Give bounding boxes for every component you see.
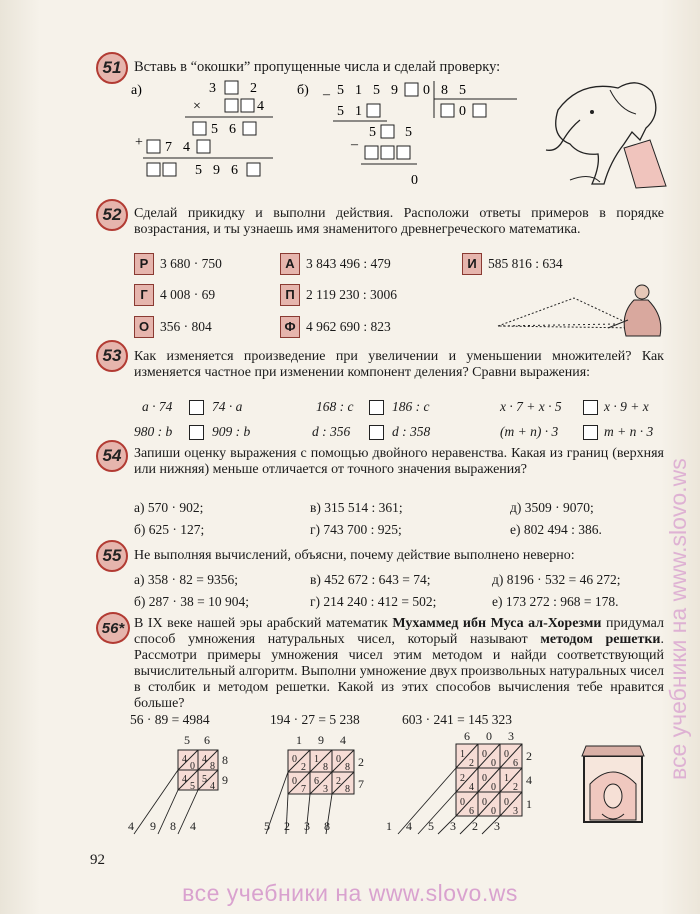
svg-text:6: 6 bbox=[464, 730, 470, 743]
minus-sign: – bbox=[351, 137, 358, 152]
compare-box bbox=[189, 425, 204, 440]
blank-box bbox=[163, 163, 176, 176]
svg-text:8: 8 bbox=[345, 762, 350, 773]
lattice-diagrams bbox=[118, 730, 558, 836]
expression: 2 119 230 : 3006 bbox=[306, 287, 397, 302]
digit: 0 bbox=[423, 83, 430, 98]
svg-text:6: 6 bbox=[314, 776, 319, 787]
digit: 7 bbox=[165, 140, 172, 155]
blank-box bbox=[473, 104, 486, 117]
svg-text:все учебники на www.slovo.ws: все учебники на www.slovo.ws bbox=[665, 458, 691, 780]
svg-text:2: 2 bbox=[336, 776, 341, 787]
letter-label: А bbox=[280, 253, 300, 275]
expression: 3 680 · 750 bbox=[160, 256, 222, 271]
lattice-example-3: 603 · 241 = 145 323 bbox=[402, 712, 512, 727]
exercise-51-badge bbox=[96, 52, 128, 84]
digit: 1 bbox=[355, 104, 362, 119]
blank-box bbox=[365, 146, 378, 159]
exercise-54-badge bbox=[96, 440, 128, 472]
svg-text:1: 1 bbox=[460, 749, 465, 760]
digit: 0 bbox=[411, 173, 418, 188]
exercise-number: 56* bbox=[101, 619, 125, 637]
svg-text:1: 1 bbox=[386, 819, 392, 833]
blank-box bbox=[193, 122, 206, 135]
compare-row-1: a · 74 74 · a 168 : c 186 : c x · 7 + x · 5 x · 9 + x bbox=[142, 399, 649, 414]
exercise-56-badge bbox=[96, 612, 130, 644]
svg-text:0: 0 bbox=[491, 782, 496, 793]
text-part: . Рассмотри примеры умножения чисел этим методом и найди соответствующий вычислительный алгоритм. Выполни умножение двух произвольных натуральных чисел в столбик и методом решетки. Какой из этих способов вычисления тебе нравится больше? bbox=[134, 632, 664, 711]
multiply-sign: × bbox=[193, 99, 201, 114]
ex54-item: д) 3509 · 9070; bbox=[510, 500, 594, 515]
svg-text:4: 4 bbox=[526, 773, 532, 787]
blank-box bbox=[405, 83, 418, 96]
svg-text:0: 0 bbox=[482, 797, 487, 808]
blank-box bbox=[247, 163, 260, 176]
svg-text:3: 3 bbox=[494, 819, 500, 833]
svg-text:8: 8 bbox=[170, 819, 176, 833]
expression: 4 008 · 69 bbox=[160, 287, 216, 302]
archimedes-illustration bbox=[488, 280, 673, 345]
ex55-item: в) 452 672 : 643 = 74; bbox=[310, 572, 431, 587]
ex52-item bbox=[280, 253, 391, 275]
svg-text:6: 6 bbox=[204, 733, 210, 747]
exercise-53-text: Как изменяется произведение при увеличении и уменьшении множителей? Как изменяется частное при изменении компонент деления? Сравни выражения: bbox=[134, 349, 664, 380]
digit: 5 bbox=[459, 83, 466, 98]
digit: 5 bbox=[211, 122, 218, 137]
ex55-item: д) 8196 · 532 = 46 272; bbox=[492, 572, 621, 587]
svg-text:8: 8 bbox=[323, 762, 328, 773]
svg-text:2: 2 bbox=[301, 762, 306, 773]
svg-text:2: 2 bbox=[358, 755, 364, 769]
svg-text:0: 0 bbox=[292, 776, 297, 787]
letter-label: Г bbox=[134, 284, 154, 306]
ex55-item: б) 287 · 38 = 10 904; bbox=[134, 594, 249, 609]
svg-text:5: 5 bbox=[202, 774, 207, 785]
svg-text:6: 6 bbox=[469, 806, 474, 817]
svg-text:7: 7 bbox=[301, 784, 306, 795]
svg-text:2: 2 bbox=[513, 782, 518, 793]
expression: 356 · 804 bbox=[160, 319, 212, 334]
elephant-illustration bbox=[540, 70, 672, 190]
compare-box bbox=[369, 425, 384, 440]
exercise-number: 55 bbox=[102, 546, 122, 565]
exercise-52-badge bbox=[96, 199, 128, 231]
exercise-54-text: Запиши оценку выражения с помощью двойного неравенства. Какая из границ (верхняя или нижняя) меньше отличается от точного значения выражения? bbox=[134, 446, 664, 477]
digit: 5 bbox=[373, 83, 380, 98]
ex54-item: е) 802 494 : 386. bbox=[510, 522, 602, 537]
khwarizmi-portrait bbox=[580, 740, 646, 826]
digit: 5 bbox=[337, 83, 344, 98]
svg-text:4: 4 bbox=[469, 782, 474, 793]
compare-box bbox=[369, 400, 384, 415]
svg-text:0: 0 bbox=[491, 758, 496, 769]
svg-text:1: 1 bbox=[314, 754, 319, 765]
digit: 0 bbox=[459, 104, 466, 119]
blank-box bbox=[241, 99, 254, 112]
ex55-item: г) 214 240 : 412 = 502; bbox=[310, 594, 437, 609]
blank-box bbox=[381, 146, 394, 159]
exercise-number: 54 bbox=[102, 446, 122, 465]
digit: 4 bbox=[183, 140, 190, 155]
ex54-item: а) 570 · 902; bbox=[134, 500, 204, 515]
label-b: б) bbox=[297, 83, 309, 98]
text-part: В IX веке нашей эры арабский математик bbox=[134, 616, 393, 631]
lattice-example-2: 194 · 27 = 5 238 bbox=[270, 712, 360, 727]
svg-text:8: 8 bbox=[345, 784, 350, 795]
digit: 2 bbox=[250, 81, 257, 96]
label-a: а) bbox=[131, 83, 142, 98]
blank-box bbox=[243, 122, 256, 135]
svg-text:5: 5 bbox=[264, 819, 270, 833]
exercise-55-badge bbox=[96, 540, 128, 572]
svg-text:4: 4 bbox=[190, 819, 196, 833]
svg-text:7: 7 bbox=[358, 777, 364, 791]
exercise-56-text bbox=[134, 616, 664, 712]
expression: 4 962 690 : 823 bbox=[306, 319, 391, 334]
svg-text:3: 3 bbox=[508, 730, 514, 743]
svg-text:0: 0 bbox=[482, 749, 487, 760]
letter-label: П bbox=[280, 284, 300, 306]
svg-text:0: 0 bbox=[504, 749, 509, 760]
digit: 9 bbox=[213, 163, 220, 178]
expression: 3 843 496 : 479 bbox=[306, 256, 391, 271]
exercise-51-figures bbox=[125, 78, 545, 190]
compare-box bbox=[583, 425, 598, 440]
svg-text:4: 4 bbox=[202, 754, 207, 765]
svg-text:5: 5 bbox=[428, 819, 434, 833]
exercise-number: 53 bbox=[102, 346, 122, 365]
exercise-52-text: Сделай прикидку и выполни действия. Расположи ответы примеров в порядке возрастания, и ты узнаешь имя знаменитого древнегреческого математика. bbox=[134, 206, 664, 237]
svg-text:4: 4 bbox=[182, 774, 187, 785]
page-number: 92 bbox=[90, 852, 105, 868]
exercise-number: 52 bbox=[102, 205, 122, 224]
svg-text:3: 3 bbox=[323, 784, 328, 795]
svg-text:6: 6 bbox=[513, 758, 518, 769]
letter-label: О bbox=[134, 316, 154, 338]
minus-sign: – bbox=[323, 87, 330, 102]
expression: 585 816 : 634 bbox=[488, 256, 563, 271]
digit: 8 bbox=[441, 83, 448, 98]
digit: 9 bbox=[391, 83, 398, 98]
exercise-number: 51 bbox=[102, 58, 122, 77]
letter-label: Р bbox=[134, 253, 154, 275]
digit: 5 bbox=[369, 125, 376, 140]
blank-box bbox=[397, 146, 410, 159]
blank-box bbox=[441, 104, 454, 117]
svg-text:0: 0 bbox=[491, 806, 496, 817]
svg-text:4: 4 bbox=[406, 819, 412, 833]
letter-label: И bbox=[462, 253, 482, 275]
digit: 6 bbox=[231, 163, 238, 178]
mathematician-name: Мухаммед ибн Муса ал-Хорезми bbox=[392, 616, 602, 631]
compare-box bbox=[189, 400, 204, 415]
blank-box bbox=[147, 140, 160, 153]
svg-text:2: 2 bbox=[526, 749, 532, 763]
lattice-example-1: 56 · 89 = 4984 bbox=[130, 712, 210, 727]
svg-text:8: 8 bbox=[222, 753, 228, 767]
digit: 4 bbox=[257, 99, 264, 114]
blank-box bbox=[225, 99, 238, 112]
digit: 3 bbox=[209, 81, 216, 96]
ex52-item bbox=[134, 284, 215, 306]
ex55-item: а) 358 · 82 = 9356; bbox=[134, 572, 238, 587]
blank-box bbox=[225, 81, 238, 94]
ex52-item bbox=[280, 316, 391, 338]
svg-text:8: 8 bbox=[324, 819, 330, 833]
svg-text:3: 3 bbox=[513, 806, 518, 817]
svg-text:8: 8 bbox=[210, 761, 215, 772]
svg-text:5: 5 bbox=[190, 781, 195, 792]
letter-label: Ф bbox=[280, 316, 300, 338]
svg-text:2: 2 bbox=[460, 773, 465, 784]
blank-box bbox=[381, 125, 394, 138]
svg-text:0: 0 bbox=[482, 773, 487, 784]
compare-box bbox=[583, 400, 598, 415]
ex52-item bbox=[280, 284, 397, 306]
svg-text:5: 5 bbox=[184, 733, 190, 747]
svg-text:9: 9 bbox=[150, 819, 156, 833]
side-watermark bbox=[664, 40, 694, 780]
exercise-53-badge bbox=[96, 340, 128, 372]
blank-box bbox=[197, 140, 210, 153]
method-name: методом решетки bbox=[540, 632, 661, 647]
ex55-item: е) 173 272 : 968 = 178. bbox=[492, 594, 619, 609]
digit: 5 bbox=[195, 163, 202, 178]
svg-text:1: 1 bbox=[296, 733, 302, 747]
bottom-watermark: все учебники на www.slovo.ws bbox=[182, 880, 518, 906]
svg-text:9: 9 bbox=[318, 733, 324, 747]
text-part: придумал способ умножения натуральных чисел, который называют bbox=[134, 616, 665, 647]
compare-row-2: 980 : b 909 : b d : 356 d : 358 (m + n) · 3 m + n · 3 bbox=[134, 424, 654, 439]
svg-text:4: 4 bbox=[340, 733, 346, 747]
svg-text:0: 0 bbox=[190, 761, 195, 772]
digit: 1 bbox=[355, 83, 362, 98]
svg-text:1: 1 bbox=[526, 797, 532, 811]
ex54-item: б) 625 · 127; bbox=[134, 522, 205, 537]
svg-text:2: 2 bbox=[469, 758, 474, 769]
ex52-item bbox=[462, 253, 563, 275]
svg-text:4: 4 bbox=[210, 781, 215, 792]
svg-text:0: 0 bbox=[486, 730, 492, 743]
plus-sign: + bbox=[135, 135, 143, 150]
svg-text:2: 2 bbox=[284, 819, 290, 833]
svg-text:2: 2 bbox=[472, 819, 478, 833]
svg-text:0: 0 bbox=[460, 797, 465, 808]
ex54-item: г) 743 700 : 925; bbox=[310, 522, 402, 537]
svg-text:9: 9 bbox=[222, 773, 228, 787]
ex52-item bbox=[134, 316, 212, 338]
ex52-item bbox=[134, 253, 222, 275]
svg-text:4: 4 bbox=[182, 754, 187, 765]
ex54-item: в) 315 514 : 361; bbox=[310, 500, 403, 515]
blank-box bbox=[367, 104, 380, 117]
svg-text:4: 4 bbox=[128, 819, 134, 833]
blank-box bbox=[147, 163, 160, 176]
svg-text:3: 3 bbox=[304, 819, 310, 833]
svg-text:1: 1 bbox=[504, 773, 509, 784]
svg-text:0: 0 bbox=[504, 797, 509, 808]
svg-text:0: 0 bbox=[292, 754, 297, 765]
digit: 5 bbox=[337, 104, 344, 119]
exercise-51-title: Вставь в “окошки” пропущенные числа и сделай проверку: bbox=[134, 59, 501, 75]
exercise-55-text: Не выполняя вычислений, объясни, почему действие выполнено неверно: bbox=[134, 548, 575, 563]
svg-text:0: 0 bbox=[336, 754, 341, 765]
svg-text:3: 3 bbox=[450, 819, 456, 833]
digit: 5 bbox=[405, 125, 412, 140]
digit: 6 bbox=[229, 122, 236, 137]
